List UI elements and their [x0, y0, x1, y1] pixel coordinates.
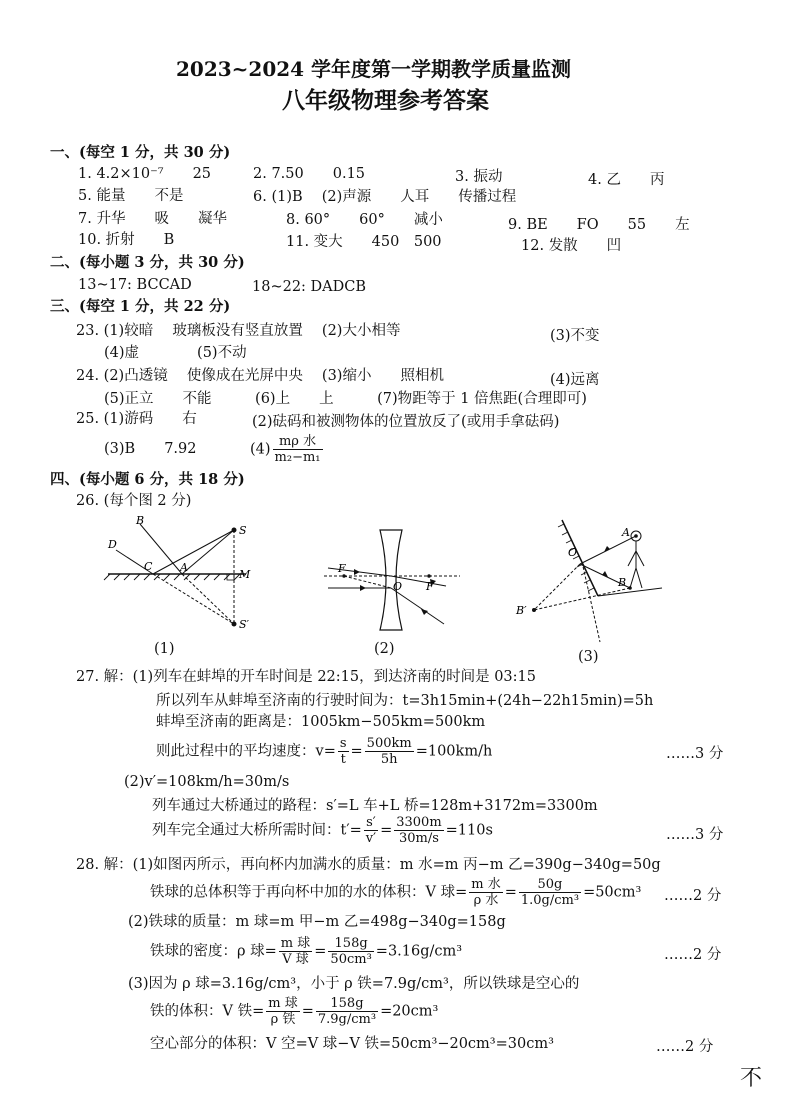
- corner-mark: 不: [740, 1066, 763, 1091]
- arrow-3: [354, 569, 360, 575]
- answer-24-line1: 24. (2)凸透镜 使像成在光屏中央 (3)缩小 照相机: [76, 368, 444, 384]
- q27-line5: (2)v′=108km/h=30m/s: [124, 774, 290, 790]
- label-a: A: [180, 561, 188, 574]
- answer-23-line1: 23. (1)较暗 玻璃板没有竖直放置 (2)大小相等: [76, 323, 401, 339]
- q27-line6: 列车通过大桥通过的路程：s′=L 车+L 桥=128m+3172m=3300m: [152, 798, 598, 814]
- answer-12: 12. 发散 凹: [521, 238, 622, 254]
- answer-18-22: 18~22: DADCB: [252, 279, 367, 295]
- answer-7: 7. 升华 吸 凝华: [78, 211, 227, 227]
- person-leg-left: [630, 568, 636, 588]
- section-4-heading: 四、(每小题 6 分，共 18 分): [50, 471, 245, 488]
- q28-score-1: ……2 分: [664, 888, 722, 904]
- q28-line3: (2)铁球的质量：m 球=m 甲−m 乙=498g−340g=158g: [128, 914, 506, 930]
- point-s-image: [232, 622, 237, 627]
- answer-23-part3: (3)不变: [550, 328, 600, 344]
- refracted-ray-1: [391, 588, 444, 624]
- section-3-heading: 三、(每空 1 分，共 22 分): [50, 298, 231, 315]
- answer-1: 1. 4.2×10⁻⁷ 25: [78, 166, 212, 182]
- incident-ray-sa: [182, 530, 234, 574]
- answer-6: 6. (1)B (2)声源 人耳 传播过程: [253, 189, 517, 205]
- q28-score-2: ……2 分: [664, 947, 722, 963]
- answer-11: 11. 变大 450 500: [286, 234, 442, 250]
- answer-4: 4. 乙 丙: [588, 172, 665, 188]
- focus-right: [427, 574, 431, 578]
- diagram-3-caption: (3): [578, 649, 599, 665]
- answer-13-17: 13~17: BCCAD: [78, 277, 192, 293]
- label-b: B: [136, 514, 145, 527]
- label-c: C: [144, 560, 153, 573]
- section-1-heading: 一、(每空 1 分，共 30 分): [50, 144, 231, 161]
- answer-25-part3: (3)B 7.92: [104, 441, 197, 457]
- answer-25-line1: 25. (1)游码 右: [76, 411, 197, 427]
- q28-line6: 铁的体积：V 铁= $\frac{\text{m 球}}{\text{ρ 铁}}$ = $\frac{158g}{\text{7.9g/cm³}}$ =20cm³: [150, 996, 439, 1027]
- answer-8: 8. 60° 60° 减小: [286, 212, 443, 228]
- answer-9: 9. BE FO 55 左: [508, 217, 690, 233]
- q27-line4: 则此过程中的平均速度：v= $\frac{s}{t}$ = $\frac{500km}{5h}$ =100km/h: [156, 736, 493, 767]
- answer-23-line2: (4)虚 (5)不动: [104, 345, 247, 361]
- answer-26-heading: 26. (每个图 2 分): [76, 493, 192, 509]
- q28-line7: 空心部分的体积：V 空=V 球−V 铁=50cm³−20cm³=30cm³: [150, 1036, 554, 1052]
- answer-24-line2: (5)正立 不能 (6)上 上 (7)物距等于 1 倍焦距(合理即可): [104, 391, 587, 407]
- diagram-3-mirror-person: [512, 516, 672, 646]
- normal-line-3: [582, 562, 600, 642]
- mirror-hatching: [104, 574, 240, 580]
- answer-10: 10. 折射 B: [78, 232, 175, 248]
- label-b-image-3: B′: [516, 604, 527, 617]
- person-arm-left: [628, 551, 636, 566]
- label-s-image: S′: [239, 618, 250, 631]
- point-s: [232, 528, 237, 533]
- answer-25-part4: (4) $\frac{\text{mρ 水}}{\text{m₂−m₁}}$: [250, 434, 321, 465]
- q27-line2: 所以列车从蚌埠至济南的行驶时间为：t=3h15min+(24h−22h15min)=5h: [156, 693, 654, 709]
- answer-3: 3. 振动: [455, 169, 503, 185]
- extension-c: [153, 574, 234, 624]
- answer-2: 2. 7.50 0.15: [253, 166, 366, 182]
- extension-to-focus: [344, 576, 391, 588]
- label-s: S: [239, 524, 247, 537]
- right-angle-mark: [227, 574, 234, 580]
- label-b-3: B: [618, 576, 627, 589]
- q27-line1: 27. 解：(1)列车在蚌埠的开车时间是 22:15，到达济南的时间是 03:15: [76, 669, 536, 685]
- connector-b-b-image: [534, 588, 630, 610]
- q28-line4: 铁球的密度：ρ 球= $\frac{\text{m 球}}{\text{V 球}}$ = $\frac{158g}{\text{50cm³}}$ =3.16g/cm³: [150, 936, 463, 967]
- page-subtitle: 八年级物理参考答案: [282, 87, 489, 114]
- diagram-2-caption: (2): [374, 641, 395, 657]
- q27-line7: 列车完全通过大桥所需时间：t′= $\frac{s'}{v'}$ = $\frac{3300m}{30m/s}$ =110s: [152, 815, 493, 846]
- arrow-ao: [604, 546, 610, 552]
- label-a-3: A: [622, 526, 630, 539]
- arrow-2: [421, 609, 428, 615]
- arrow-1: [360, 585, 366, 591]
- label-f-left: F: [338, 562, 346, 575]
- page-title: 2023~2024 学年度第一学期教学质量监测: [176, 57, 572, 81]
- answer-24-part4: (4)远离: [550, 372, 600, 388]
- label-d: D: [108, 538, 117, 551]
- answer-5: 5. 能量 不是: [78, 188, 184, 204]
- person-leg-right: [636, 568, 642, 588]
- answer-25-part2: (2)砝码和被测物体的位置放反了(或用手拿砝码): [252, 414, 560, 430]
- label-o: O: [393, 580, 403, 593]
- q28-score-3: ……2 分: [656, 1039, 714, 1055]
- q27-line3: 蚌埠至济南的距离是：1005km−505km=500km: [156, 714, 486, 730]
- extension-a: [182, 574, 234, 624]
- q27-score-1: ……3 分: [666, 746, 724, 762]
- q28-line5: (3)因为 ρ 球=3.16g/cm³，小于 ρ 铁=7.9g/cm³，所以铁球是空心的: [128, 976, 580, 992]
- extension-o-b-image: [534, 564, 580, 610]
- section-2-heading: 二、(每小题 3 分，共 30 分): [50, 254, 245, 271]
- q28-line2: 铁球的总体积等于再向杯中加的水的体积：V 球= $\frac{\text{m 水}}{\text{ρ 水}}$ = $\frac{50g}{\text{1.0g/cm³}}$ =50cm³: [150, 877, 642, 908]
- q28-line1: 28. 解：(1)如图丙所示，再向杯内加满水的质量：m 水=m 丙−m 乙=390g−340g=50g: [76, 857, 661, 873]
- person-arm-right: [636, 551, 644, 566]
- label-o-3: O: [568, 546, 578, 559]
- incident-ray-sc: [153, 530, 234, 574]
- label-m: M: [239, 568, 251, 581]
- diagram-1-caption: (1): [154, 641, 175, 657]
- diagram-2-concave-lens: [320, 528, 465, 638]
- q27-score-2: ……3 分: [666, 827, 724, 843]
- label-f-right: F: [426, 580, 434, 593]
- diagram-1-plane-mirror: [96, 510, 266, 635]
